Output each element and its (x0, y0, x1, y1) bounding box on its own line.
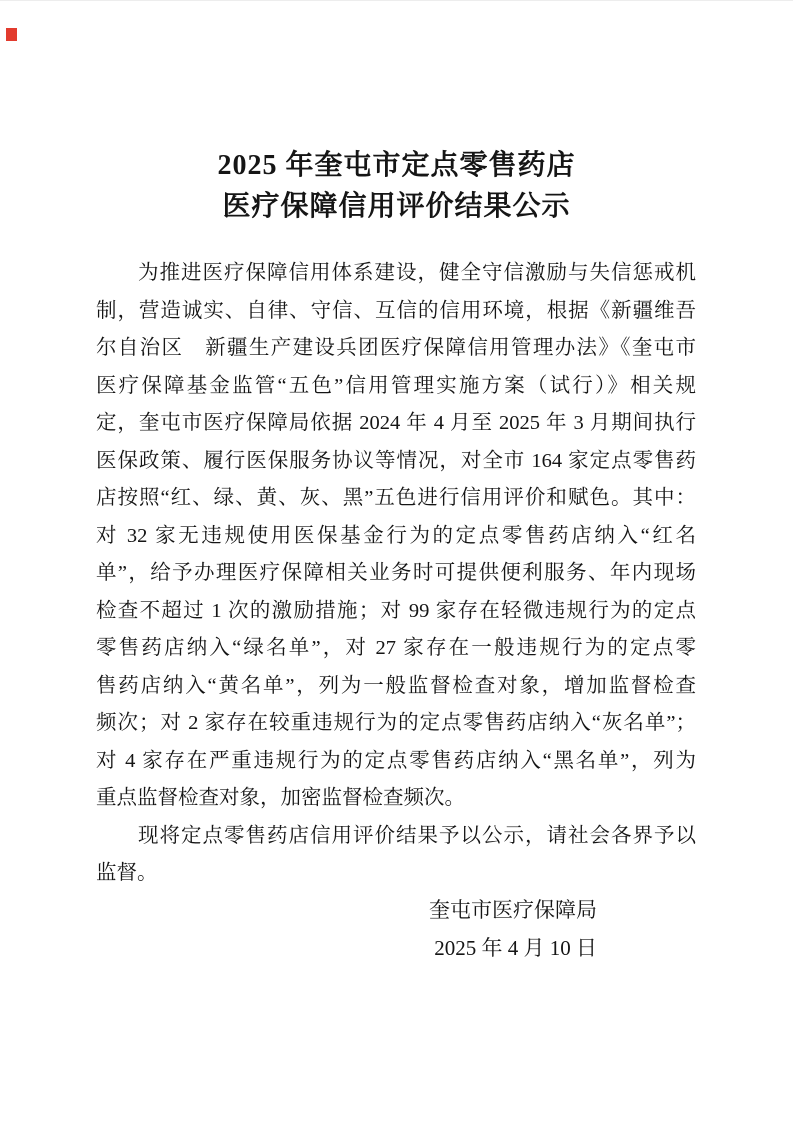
body-line: 医疗保障基金监管“五色”信用管理实施方案（试行）》相关规 (96, 374, 696, 397)
title-line-2: 医疗保障信用评价结果公示 (222, 191, 571, 222)
signature-block (96, 892, 696, 967)
body-line: 对 4 家存在严重违规行为的定点零售药店纳入“黑名单”，列为 (96, 749, 696, 772)
body-line: 检查不超过 1 次的激励措施；对 99 家存在轻微违规行为的定点 (96, 599, 696, 622)
body-line: 医保政策、履行医保服务协议等情况，对全市 164 家定点零售药 (96, 449, 696, 472)
body-line: 定，奎屯市医疗保障局依据 2024 年 4 月至 2025 年 3 月期间执行 (96, 412, 696, 434)
body-line: 现将定点零售药店信用评价结果予以公示，请社会各界予以 (138, 824, 696, 847)
document-title (0, 145, 793, 227)
red-corner-mark (6, 28, 17, 41)
signature-agency: 奎屯市医疗保障局 (429, 898, 597, 922)
body-line: 零售药店纳入“绿名单”，对 27 家存在一般违规行为的定点零 (96, 637, 696, 659)
body-line: 单”，给予办理医疗保障相关业务时可提供便利服务、年内现场 (96, 562, 696, 584)
body-line: 尔自治区 新疆生产建设兵团医疗保障信用管理办法》《奎屯市 (96, 337, 696, 359)
title-line-1: 2025 年奎屯市定点零售药店 (217, 150, 576, 181)
body-line: 监督。 (96, 862, 158, 884)
signature-date: 2025 年 4 月 10 日 (434, 935, 597, 960)
document-body (96, 255, 696, 893)
body-line: 对 32 家无违规使用医保基金行为的定点零售药店纳入“红名 (96, 524, 696, 547)
body-line: 制，营造诚实、自律、守信、互信的信用环境，根据《新疆维吾 (96, 299, 696, 322)
body-line: 售药店纳入“黄名单”，列为一般监督检查对象，增加监督检查 (96, 674, 696, 697)
body-line: 频次；对 2 家存在较重违规行为的定点零售药店纳入“灰名单”； (96, 712, 696, 734)
body-line: 重点监督检查对象，加密监督检查频次。 (96, 787, 465, 809)
body-line: 为推进医疗保障信用体系建设，健全守信激励与失信惩戒机 (138, 262, 696, 284)
body-line: 店按照“红、绿、黄、灰、黑”五色进行信用评价和赋色。其中： (96, 487, 696, 509)
